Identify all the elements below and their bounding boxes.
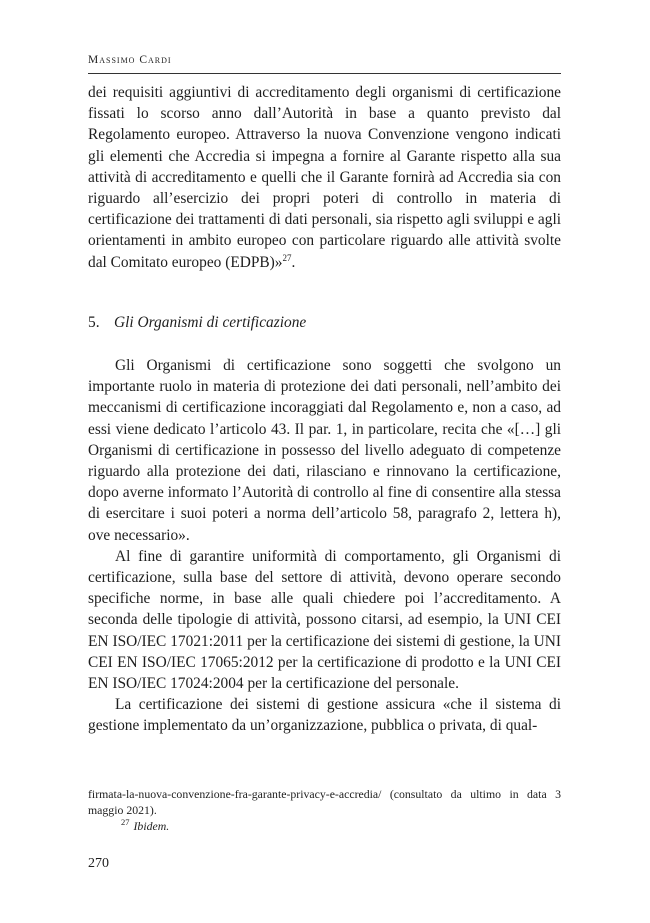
footnote-ref-27: 27 <box>282 252 292 263</box>
footnote-27-number: 27 <box>121 817 130 828</box>
footnote-continuation: firmata-la-nuova-convenzione-fra-garante-privacy-e-accredia/ (consultato da ultimo in data 3 maggio 2021). <box>88 787 561 817</box>
book-page <box>88 0 561 923</box>
footnotes <box>88 786 561 834</box>
section-body <box>88 355 561 737</box>
section-heading <box>88 312 306 333</box>
page-number: 270 <box>88 856 109 871</box>
intro-text: dei requisiti aggiuntivi di accreditamento degli organismi di certificazione fissati lo scorso anno dall’Autorità in base a quanto previsto dal Regolamento europeo. Attraverso la nuova Convenzione vengono indicati gli elementi che Accredia si impegna a fornire al Garante rispetto alla sua attività di accreditamento e quelli che il Garante fornirà ad Accredia sia con riguardo all’esercizio dei propri poteri di controllo in materia di certificazione dei trattamenti di dati personali, sia rispetto agli sviluppi e agli orientamenti in ambito europeo con particolare riguardo alle attività svolte dal Comitato europeo (EDPB)» <box>88 84 561 271</box>
intro-paragraph-block <box>88 82 561 273</box>
section-paragraph-3: La certificazione dei sistemi di gestione assicura «che il sistema di gestione implementato da un’organizzazione, pubblica o privata, di qual- <box>88 696 561 735</box>
section-number: 5. <box>88 314 100 331</box>
section-paragraph-2: Al fine di garantire uniformità di comportamento, gli Organismi di certificazione, sulla base del settore di attività, devono operare secondo specifiche norme, in base alle quali chiedere poi l’accreditamento. A seconda delle tipologie di attività, possono citarsi, ad esempio, la UNI CEI EN ISO/IEC 17021:2011 per la certificazione dei sistemi di gestione, la UNI CEI EN ISO/IEC 17065:2012 per la certificazione di prodotto e la UNI CEI EN ISO/IEC 17024:2004 per la certificazione del personale. <box>88 547 561 693</box>
footnote-27 <box>88 818 561 834</box>
intro-tail: . <box>291 253 296 271</box>
running-head-author: Massimo Cardi <box>88 54 172 66</box>
footnote-27-text: Ibidem. <box>133 819 170 833</box>
section-title: Gli Organismi di certificazione <box>114 314 307 331</box>
intro-paragraph <box>88 82 561 273</box>
section-paragraph-1: Gli Organismi di certificazione sono soggetti che svolgono un importante ruolo in materia di protezione dei dati personali, nell’ambito dei meccanismi di certificazione incoraggiati dal Regolamento e, non a caso, ad essi viene dedicato l’articolo 43. Il par. 1, in particolare, recita che «[…] gli Organismi di certificazione in possesso del livello adeguato di competenze riguardo alla protezione dei dati, rilasciano e rinnovano la certificazione, dopo averne informato l’Autorità di controllo al fine di consentire alla stessa di esercitare i suoi poteri a norma dell’articolo 58, paragrafo 2, lettera h), ove necessario». <box>88 357 561 544</box>
header-rule <box>88 73 561 74</box>
